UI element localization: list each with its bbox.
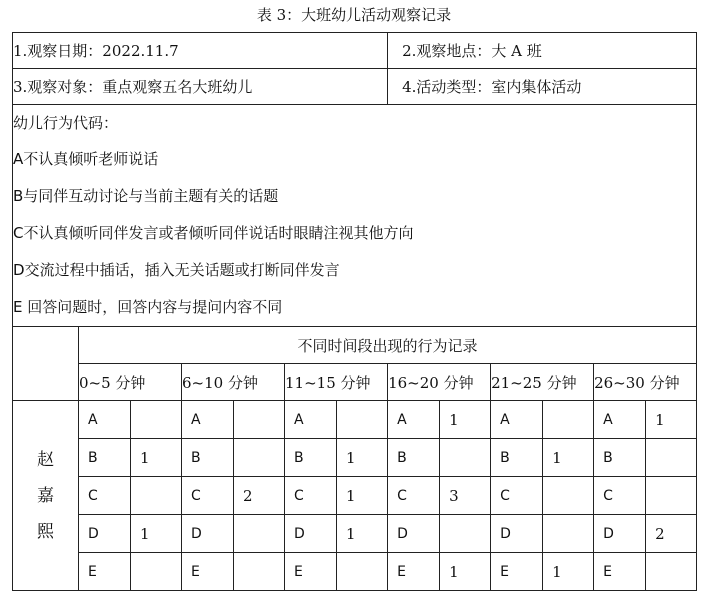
- behavior-letter-cell: A: [388, 401, 440, 439]
- behavior-letter-cell: E: [285, 553, 337, 591]
- behavior-letter-cell: A: [285, 401, 337, 439]
- behavior-count-cell: [234, 401, 285, 439]
- behavior-letter-cell: B: [285, 439, 337, 477]
- behavior-letter-cell: A: [79, 401, 131, 439]
- behavior-letter-cell: D: [491, 515, 543, 553]
- behavior-letter-cell: E: [491, 553, 543, 591]
- behavior-count-cell: [131, 553, 182, 591]
- info-row-2: [13, 69, 697, 105]
- behavior-count-cell: 1: [646, 401, 697, 439]
- behavior-count-cell: 1: [131, 515, 182, 553]
- behavior-letter-cell: D: [285, 515, 337, 553]
- behavior-count-cell: 1: [131, 439, 182, 477]
- child-name-char: 嘉: [37, 485, 54, 506]
- table-row: [13, 401, 697, 439]
- behavior-letter-cell: D: [594, 515, 646, 553]
- behavior-count-cell: 3: [440, 477, 491, 515]
- behavior-code-e: [13, 289, 696, 326]
- info-row-1: [13, 33, 697, 69]
- behavior-count-cell: [543, 401, 594, 439]
- behavior-letter-cell: C: [182, 477, 234, 515]
- behavior-count-cell: [131, 401, 182, 439]
- behavior-count-cell: 1: [337, 515, 388, 553]
- behavior-count-cell: [234, 439, 285, 477]
- behavior-count-cell: 2: [234, 477, 285, 515]
- observation-location: 2.观察地点：大 A 班: [388, 33, 697, 69]
- code-text: 不认真倾听老师说话: [23, 150, 159, 168]
- child-name-char: 熙: [37, 521, 54, 542]
- behavior-count-cell: [646, 439, 697, 477]
- period-header: 16~20 分钟: [388, 364, 491, 401]
- behavior-count-cell: [646, 553, 697, 591]
- behavior-letter-cell: E: [594, 553, 646, 591]
- behavior-count-cell: 1: [543, 439, 594, 477]
- behavior-letter-cell: B: [594, 439, 646, 477]
- period-header: 11~15 分钟: [285, 364, 388, 401]
- table-row: [13, 477, 697, 515]
- behavior-count-cell: [440, 439, 491, 477]
- code-text: 回答问题时，回答内容与提问内容不同: [22, 298, 283, 316]
- behavior-letter-cell: E: [388, 553, 440, 591]
- behavior-code-d: [13, 252, 696, 289]
- table-title: 表 3：大班幼儿活动观察记录: [256, 6, 452, 24]
- activity-type: 4.活动类型：室内集体活动: [388, 69, 697, 105]
- table-row: [13, 553, 697, 591]
- table-row: [13, 439, 697, 477]
- behavior-count-cell: [234, 553, 285, 591]
- behavior-letter-cell: B: [388, 439, 440, 477]
- behavior-count-cell: [337, 401, 388, 439]
- behavior-letter-cell: E: [79, 553, 131, 591]
- code-letter: C: [13, 224, 24, 242]
- behavior-codes-header: 幼儿行为代码：: [13, 114, 119, 132]
- behavior-count-cell: 2: [646, 515, 697, 553]
- behavior-letter-cell: A: [491, 401, 543, 439]
- observation-table: [12, 32, 697, 591]
- behavior-letter-cell: B: [182, 439, 234, 477]
- behavior-letter-cell: D: [182, 515, 234, 553]
- period-header: 0~5 分钟: [79, 364, 182, 401]
- period-header: 26~30 分钟: [594, 364, 697, 401]
- behavior-letter-cell: A: [594, 401, 646, 439]
- behavior-count-cell: 1: [543, 553, 594, 591]
- code-text: 与同伴互动讨论与当前主题有关的话题: [23, 187, 279, 205]
- behavior-count-cell: [337, 553, 388, 591]
- behavior-letter-cell: C: [285, 477, 337, 515]
- behavior-letter-cell: A: [182, 401, 234, 439]
- behavior-letter-cell: C: [491, 477, 543, 515]
- period-header: 21~25 分钟: [491, 364, 594, 401]
- behavior-codes: [13, 105, 697, 327]
- behavior-codes-row: [13, 105, 697, 327]
- behavior-letter-cell: B: [79, 439, 131, 477]
- code-text: 交流过程中插话，插入无关话题或打断同伴发言: [24, 261, 340, 279]
- child-name-char: 赵: [37, 449, 54, 470]
- code-letter: E: [13, 298, 23, 316]
- behavior-letter-cell: D: [79, 515, 131, 553]
- periods-row: [13, 364, 697, 401]
- records-header-row: [13, 327, 697, 364]
- behavior-count-cell: [543, 515, 594, 553]
- table-row: [13, 515, 697, 553]
- behavior-count-cell: [234, 515, 285, 553]
- code-text: 不认真倾听同伴发言或者倾听同伴说话时眼睛注视其他方向: [23, 224, 414, 242]
- behavior-count-cell: 1: [440, 401, 491, 439]
- behavior-code-a: [13, 141, 696, 178]
- observation-date: 1.观察日期：2022.11.7: [13, 33, 388, 69]
- observation-subject: 3.观察对象：重点观察五名大班幼儿: [13, 69, 388, 105]
- behavior-code-c: [13, 215, 696, 252]
- behavior-count-cell: [440, 515, 491, 553]
- behavior-letter-cell: B: [491, 439, 543, 477]
- behavior-letter-cell: C: [388, 477, 440, 515]
- behavior-letter-cell: E: [182, 553, 234, 591]
- behavior-letter-cell: C: [594, 477, 646, 515]
- code-letter: B: [13, 187, 24, 205]
- period-header: 6~10 分钟: [182, 364, 285, 401]
- corner-cell: [13, 327, 79, 401]
- behavior-count-cell: [543, 477, 594, 515]
- behavior-code-b: [13, 178, 696, 215]
- records-header: 不同时间段出现的行为记录: [79, 327, 697, 364]
- behavior-letter-cell: C: [79, 477, 131, 515]
- behavior-count-cell: 1: [440, 553, 491, 591]
- code-letter: A: [13, 150, 24, 168]
- behavior-count-cell: 1: [337, 439, 388, 477]
- behavior-count-cell: 1: [337, 477, 388, 515]
- behavior-count-cell: [131, 477, 182, 515]
- behavior-count-cell: [646, 477, 697, 515]
- behavior-letter-cell: D: [388, 515, 440, 553]
- records-grid: [13, 401, 697, 591]
- code-letter: D: [13, 261, 25, 279]
- child-name: [13, 401, 79, 591]
